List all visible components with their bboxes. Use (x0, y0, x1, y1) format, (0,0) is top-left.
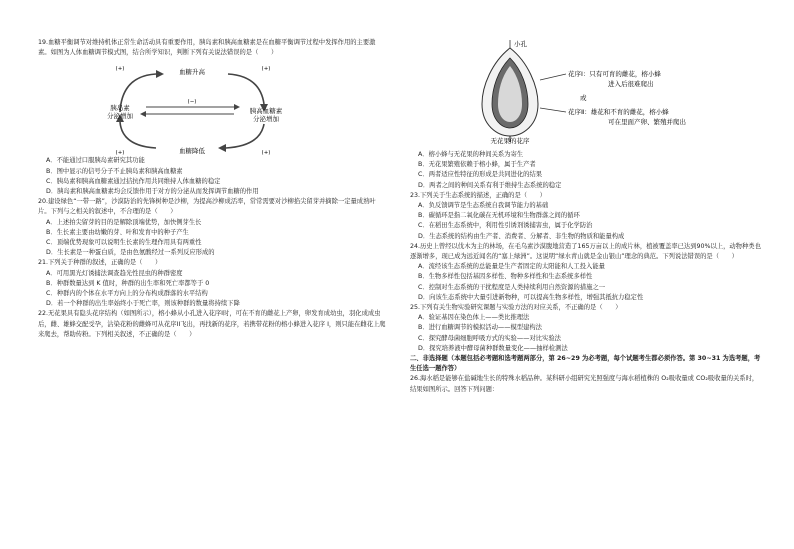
question-24-option: C．控制对生态系统的干扰程度是人类持续利用自然资源的措施之一 (418, 283, 606, 291)
question-25-option: B．进行血糖调节的模拟活动——模型建构法 (418, 324, 542, 332)
question-19-option: D．胰岛素和胰高血糖素均会反馈作用于对方的分泌从而发挥调节血糖的作用 (46, 188, 259, 196)
question-24-option: B．生物多样性包括基因多样性、物种多样性和生态系统多样性 (418, 273, 593, 281)
diagram-bottom-label: 血糖降低 (179, 147, 205, 156)
question-24-option: D．向该生态系统中大量引进新物种，可以提高生物多样性，增强其抵抗力稳定性 (418, 293, 644, 301)
question-25-option: A．验证基因在染色体上——类比推理法 (418, 314, 530, 322)
fig-inflorescence-figure (410, 40, 762, 144)
question-20-option: B．生长素主要由幼嫩的芽、叶和发育中的种子产生 (46, 228, 189, 236)
question-20-option: C．顶端优势现象可以说明生长素的生理作用具有两重性 (46, 239, 202, 247)
question-22-option: D．两者之间的种间关系有利于维持生态系统的稳定 (418, 181, 562, 189)
fig-type1-label-line2: 进入后很难爬出 (608, 80, 654, 88)
diagram-plus-sign: (+) (115, 66, 125, 73)
question-25-option: D．探究培养液中酵母菌种群数量变化——抽样检测法 (418, 344, 568, 352)
question-19-option: B．图中显示的信号分子不止胰岛素和胰高血糖素 (46, 167, 183, 175)
question-21-option: B．种群数量达到 K 值时，种群的出生率和死亡率都等于 0 (46, 279, 210, 287)
question-21-stem: 21.下列关于种群的叙述，正确的是（ ） (38, 259, 162, 267)
diagram-right-label-2: 分泌增加 (253, 115, 279, 124)
fig-or-label: 或 (580, 94, 587, 102)
fig-hole-label: 小孔 (514, 40, 527, 48)
diagram-plus-sign: (+) (261, 66, 271, 73)
question-24-stem: 24.历史上曾经以伐木为主的林场，在毛乌素沙漠腹地营造了165万亩以上的成片林，植被覆盖率已达到90%以上，动物种类也逐渐增多，现已成为远近闻名的“塞上绿洲”。这说明“绿水青山就是金山银山”理念的典范。下列说法错误的是（ ） (410, 242, 761, 261)
question-21-option: A．可用黑光灯诱捕法调查趋光性昆虫的种群密度 (46, 269, 183, 277)
question-25-stem: 25.下列有关生物实验研究课题与实验方法的对应关系，不正确的是（ ） (410, 304, 622, 312)
question-26-stem: 26.海水稻是能够在盐碱地生长的特殊水稻品种。某科研小组研究光照强度与海水稻植株的 O₂吸收量或 CO₂吸收量的关系时，结果如图所示。回答下列问题： (410, 375, 759, 393)
question-23-option: D．生态系统的结构由生产者、消费者、分解者、非生物的物质和能量构成 (418, 232, 625, 240)
question-24-option: A．流经该生态系统的总能量是生产者固定的太阳能和人工投入能量 (418, 263, 605, 271)
question-23-option: C．在稻田生态系统中，利用性引诱剂诱捕害虫，属于化学防治 (418, 222, 593, 230)
question-23-stem: 23.下列关于生态系统的描述，正确的是（ ） (410, 191, 546, 199)
fig-type2-label: 花序Ⅱ：雄花和不育的雌花，榕小蜂 (568, 108, 669, 116)
section-heading-nonchoice: 二、非选择题（本题包括必考题和选考题两部分，第 26~29 为必考题，每个试题考生都必须作答。第 30~31 为选考题，考生任选一题作答） (410, 355, 761, 373)
diagram-minus-sign: (−) (187, 99, 197, 106)
question-22-option: C．两者适应性特征的形成是共同进化的结果 (418, 171, 543, 179)
question-19-option: A．不能通过口服胰岛素研究其功能 (46, 157, 145, 165)
right-column (410, 40, 762, 395)
question-25-option: C．探究酵母菌细胞呼吸方式的实验——对比实验法 (418, 334, 561, 342)
question-20-stem: 20.建设绿色“一带一路”，沙漠防治的先锋树种是沙柳，为提高沙柳成活率，常常需要对沙柳掐尖留芽并摘除一定量成熟叶片。下列与之相关的叙述中，不合理的是（ ） (38, 198, 376, 216)
left-column (38, 38, 386, 340)
diagram-top-label: 血糖升高 (179, 68, 205, 77)
question-22-option: A．榕小蜂与无花果的种间关系为寄生 (418, 151, 524, 158)
question-23-option: B．碳循环是指二氧化碳在无机环境和生物群落之间的循环 (418, 212, 580, 220)
question-21-option: D．若一个种群的出生率始终小于死亡率，则该种群的数量将持续下降 (46, 300, 240, 308)
fig-type2-label-line2: 可在里面产卵、繁殖并爬出 (608, 118, 686, 126)
diagram-left-label-2: 分泌增加 (107, 112, 133, 121)
question-23-option: A．负反馈调节是生态系统自我调节能力的基础 (418, 202, 549, 210)
diagram-plus-sign: (+) (115, 150, 125, 157)
fig-type1-label: 花序Ⅰ：只有可育的雌花，榕小蜂 (568, 70, 661, 78)
diagram-plus-sign: (+) (261, 150, 271, 157)
question-20-option: A．上述拍尖留芽的目的是解除顶端优势，加快侧芽生长 (46, 218, 202, 226)
fig-caption: 无花果的花序 (490, 137, 530, 144)
question-22-option: B．无花果繁殖依赖于榕小蜂，属于生产者 (418, 161, 536, 169)
glucose-regulation-diagram (38, 60, 386, 156)
question-22-stem: 22.无花果具有隐头花序结构（如图所示），榕小蜂从小孔进入花序I时，可在不育的雌花上产卵，卵发育成幼虫，羽化成成虫后，雌、雄蜂交配受孕，沾染花粉的雌蜂可从花序II飞出，再找新的花序，若携带花粉的榕小蜂进入花序 I，则只能在雌花上爬来爬去，帮助传粉。下列相关叙述，不正确的是（ ） (38, 310, 386, 338)
diagram-left-label-1: 胰岛素 (110, 104, 130, 113)
question-21-option: C．种群内的个体在水平方向上的分布构成群落的水平结构 (46, 290, 208, 298)
question-19-option: C．胰岛素和胰高血糖素通过拮抗作用共同维持人体血糖的稳定 (46, 177, 221, 185)
question-20-option: D．生长素是一种蛋白质，是由色氨酸经过一系列反应形成的 (46, 249, 215, 257)
diagram-right-label-1: 胰高血糖素 (249, 107, 283, 116)
question-19-stem: 19.血糖平衡调节对维持机体正常生命活动具有重要作用，胰岛素和胰高血糖素是在血糖平衡调节过程中发挥作用的主要激素。如图为人体血糖调节模式图，结合所学知识，判断下列有关说法错误的是（ ） (38, 39, 376, 57)
